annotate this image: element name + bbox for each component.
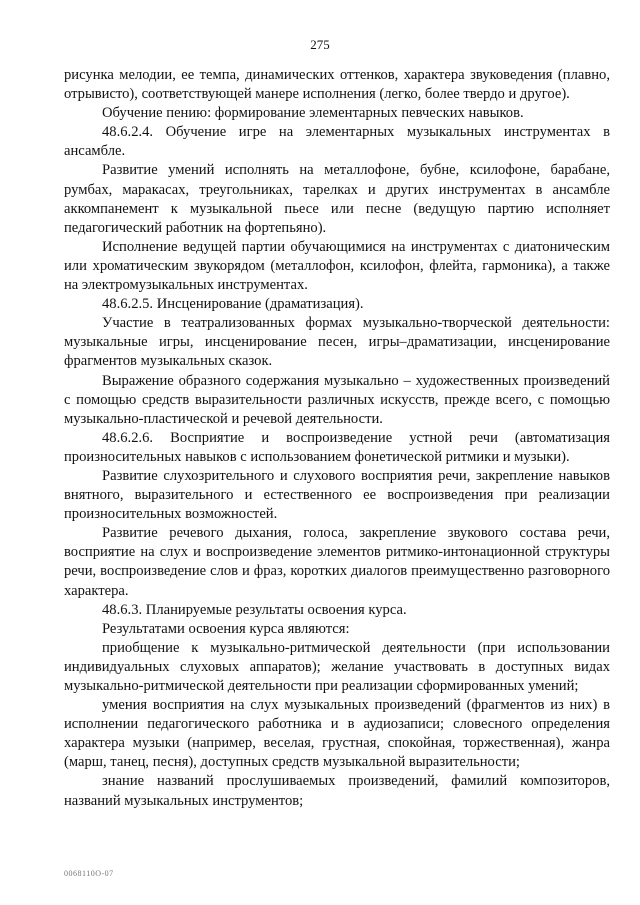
paragraph: Исполнение ведущей партии обучающимися на инструментах с диатоническим или хроматическим звукорядом (металлофон, ксилофон, флейта, гармоника), а также на электромузыкальных инструментах. xyxy=(64,238,610,294)
paragraph: Обучение пению: формирование элементарных певческих навыков. xyxy=(102,105,524,122)
paragraph: Участие в театрализованных формах музыкально-творческой деятельности: музыкальные игры, инсценирование песен, игры–драматизации, инсценирование фрагментов музыкальных сказок. xyxy=(64,315,610,370)
list-item: знание названий прослушиваемых произведений, фамилий композиторов, названий музыкальных инструментов; xyxy=(64,773,610,809)
paragraph: Выражение образного содержания музыкально – художественных произведений с помощью средств выразительности различных искусств, прежде всего, с помощью музыкально-пластической и речевой деятельности. xyxy=(64,372,610,427)
footer-document-code: 0068110О-07 xyxy=(64,869,114,878)
paragraph: Результатами освоения курса являются: xyxy=(102,620,350,637)
list-item: приобщение к музыкально-ритмической деятельности (при использовании индивидуальных слуховых аппаратов); желание участвовать в доступных видах музыкально-ритмической деятельности при реализации сформированных умений; xyxy=(64,639,610,694)
paragraph: рисунка мелодии, ее темпа, динамических оттенков, характера звуковедения (плавно, отрывисто), соответствующей манере исполнения (легко, более твердо и другое). xyxy=(64,67,610,103)
paragraph: Развитие речевого дыхания, голоса, закрепление звукового состава речи, восприятие на слух и воспроизведение элементов ритмико-интонационной структуры речи, воспроизведение слов и фраз, коротких диалогов преимущественно разговорного характера. xyxy=(64,525,610,599)
list-item: умения восприятия на слух музыкальных произведений (фрагментов из них) в исполнении педагогического работника и в аудиозаписи; словесного определения характера музыки (например, веселая, грустная, спокойная, торжественная), жанра (марш, танец, песня), доступных средств музыкальной выразительности; xyxy=(64,697,610,771)
page-number: 275 xyxy=(310,37,330,52)
section-heading: 48.6.2.5. Инсценирование (драматизация). xyxy=(102,296,364,313)
paragraph: Развитие слухозрительного и слухового восприятия речи, закрепление навыков внятного, выразительного и естественного ее воспроизведения при реализации произносительных возможностей. xyxy=(64,467,610,523)
section-heading: 48.6.2.6. Восприятие и воспроизведение устной речи (автоматизация произносительных навыков с использованием фонетической ритмики и музыки). xyxy=(64,429,610,465)
document-body xyxy=(64,66,610,811)
paragraph: Развитие умений исполнять на металлофоне, бубне, ксилофоне, барабане, румбах, маракасах, треугольниках, тарелках и других инструментах в ансамбле аккомпанемент к музыкальной пьесе или песне (ведущую партию исполняет педагогический работник на фортепьяно). xyxy=(64,162,610,236)
section-heading: 48.6.3. Планируемые результаты освоения курса. xyxy=(102,601,407,618)
section-heading: 48.6.2.4. Обучение игре на элементарных музыкальных инструментах в ансамбле. xyxy=(64,124,610,160)
